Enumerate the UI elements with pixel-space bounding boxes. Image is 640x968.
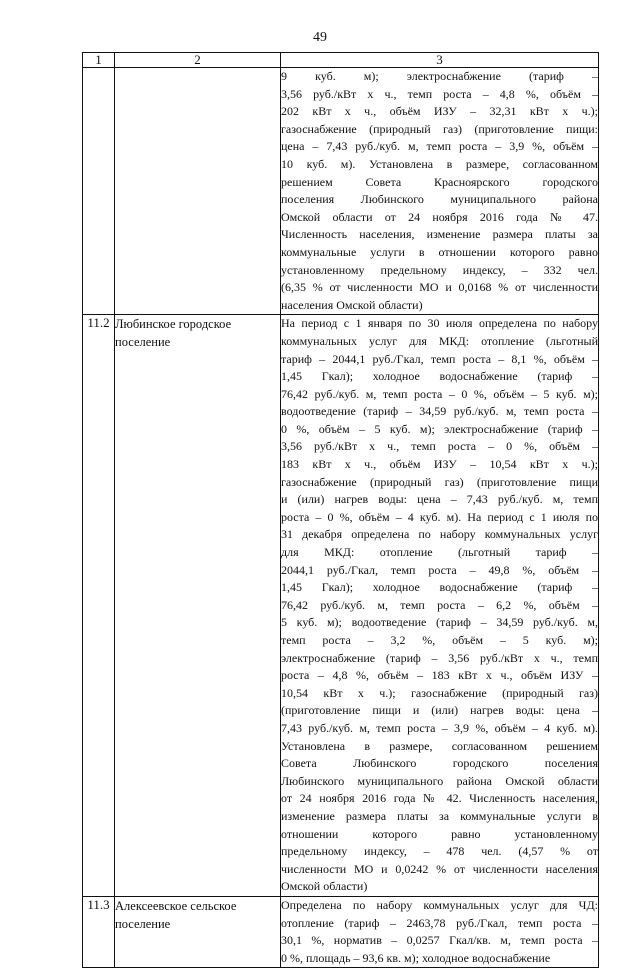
tariff-description — [281, 68, 599, 315]
description-line: поселения Любинского муниципального района — [281, 192, 598, 207]
description-line: Совета Любинского городского поселения — [281, 756, 598, 771]
description-line: газоснабжение (природный газ) (приготовление пищи: — [281, 121, 598, 136]
description-line: (6,35 % от численности МО и 0,0168 % от численности — [281, 280, 598, 295]
description-line: 30,1 %, норматив – 0,0257 Гкал/кв. м, темп роста – — [281, 933, 598, 948]
description-line: 3,56 руб./кВт x ч., темп роста – 4,8 %, объём – — [281, 86, 598, 101]
description-line: темп роста – 3,2 %, объём – 5 куб. м); — [281, 633, 598, 647]
description-line: 1,45 Гкал); холодное водоснабжение (тариф – — [281, 369, 598, 384]
description-line: изменение размера платы за коммунальные услуги в — [281, 808, 598, 823]
description-line: На период с 1 января по 30 июля определена по набору — [281, 316, 598, 331]
description-line: населения Омской области) — [281, 297, 423, 312]
description-line: для МКД: отопление (льготный тариф – — [281, 545, 598, 560]
description-line: 76,42 руб./куб. м, темп роста – 0 %, объём – 5 куб. м); — [281, 386, 598, 401]
header-cell-1: 1 — [83, 53, 115, 68]
description-line: (приготовление пищи и (или) нагрев воды: цена – — [281, 703, 598, 718]
description-line: 76,42 руб./куб. м, темп роста – 6,2 %, объём – — [281, 597, 598, 612]
description-line: Омской области) — [281, 879, 368, 894]
description-line: 183 кВт x ч., объём ИЗУ – 10,54 кВт x ч.); — [281, 457, 598, 472]
settlement-name — [115, 896, 281, 967]
description-line: 5 куб. м); водоотведение (тариф – 34,59 руб./куб. м, — [281, 615, 598, 630]
description-line: Определена по набору коммунальных услуг для ЧД: — [281, 897, 598, 912]
description-line: Установлена в размере, согласованном решением — [281, 738, 598, 753]
description-line: численности МО и 0,0242 % от численности населения — [281, 861, 598, 876]
settlement-name — [115, 68, 281, 315]
description-line: роста – 4,8 %, объём – 183 кВт x ч., объём ИЗУ – — [281, 668, 598, 683]
description-line: Омской области от 24 ноября 2016 года № 47. — [281, 209, 598, 224]
table-row — [83, 896, 599, 967]
row-number — [83, 68, 115, 315]
table-body — [83, 68, 599, 968]
description-line: 202 кВт x ч., объём ИЗУ – 32,31 кВт x ч.); — [281, 104, 598, 119]
description-line: 9 куб. м); электроснабжение (тариф – — [281, 69, 598, 83]
description-line: коммунальные услуги в отношении которого равно — [281, 244, 598, 259]
description-line: 1,45 Гкал); холодное водоснабжение (тариф – — [281, 580, 598, 595]
settlement-name — [115, 315, 281, 897]
description-line: 10,54 кВт x ч.); газоснабжение (природный газ) — [281, 685, 598, 700]
description-line: газоснабжение (природный газ) (приготовление пищи — [281, 474, 598, 489]
description-line: 7,43 руб./куб. м, темп роста – 3,9 %, объём – 4 куб. м). — [281, 720, 598, 735]
row-number: 11.2 — [83, 315, 115, 897]
description-line: Численность населения, изменение размера платы за — [281, 227, 598, 242]
description-line: цена – 7,43 руб./куб. м, темп роста – 3,9 %, объём – — [281, 139, 598, 154]
description-line: от 24 ноября 2016 года № 42. Численность населения, — [281, 791, 598, 806]
description-line: решением Совета Красноярского городского — [281, 174, 598, 189]
description-line: отношении которого равно установленному — [281, 826, 598, 841]
tariff-table — [82, 52, 599, 968]
page-number: 49 — [313, 30, 327, 45]
description-line: Любинского муниципального района Омской области — [281, 773, 598, 788]
settlement-name-line: Алексеевское сельское — [115, 898, 237, 913]
description-line: предельному индексу, – 478 чел. (4,57 % от — [281, 844, 598, 859]
description-line: 0 %, объём – 5 куб. м); электроснабжение (тариф – — [281, 421, 598, 436]
settlement-name-line: поселение — [115, 916, 171, 931]
header-cell-2: 2 — [115, 53, 281, 68]
settlement-name-line: Любинское городское — [115, 317, 232, 332]
tariff-description — [281, 315, 599, 897]
description-line: 2044,1 руб./Гкал, темп роста – 49,8 %, объём – — [281, 562, 598, 577]
description-line: отопление (тариф – 2463,78 руб./Гкал, темп роста – — [281, 915, 598, 930]
description-line: роста – 0 %, объём – 4 куб. м). На период с 1 июля по — [281, 509, 598, 524]
description-line: 10 куб. м). Установлена в размере, согласованном — [281, 156, 598, 171]
description-line: 3,56 руб./кВт x ч., темп роста – 0 %, объём – — [281, 439, 598, 454]
settlement-name-line: поселение — [115, 335, 171, 350]
description-line: 31 декабря определена по набору коммунальных услуг — [281, 527, 598, 542]
table-row — [83, 315, 599, 897]
description-line: водоотведение (тариф – 34,59 руб./куб. м, темп роста – — [281, 404, 598, 419]
description-line: 0 %, площадь – 93,6 кв. м); холодное водоснабжение — [281, 950, 551, 965]
tariff-description — [281, 896, 599, 967]
row-number: 11.3 — [83, 896, 115, 967]
description-line: установленному предельному индексу, – 332 чел. — [281, 262, 598, 277]
description-line: тариф – 2044,1 руб./Гкал, темп роста – 8,1 %, объём – — [281, 351, 598, 366]
description-line: коммунальных услуг для МКД: отопление (льготный — [281, 333, 598, 348]
table-header-row — [83, 53, 599, 68]
table-row — [83, 68, 599, 315]
description-line: электроснабжение (тариф – 3,56 руб./кВт x ч., темп — [281, 650, 598, 665]
header-cell-3: 3 — [281, 53, 599, 68]
description-line: и (или) нагрев воды: цена – 7,43 руб./куб. м, темп — [281, 492, 598, 507]
